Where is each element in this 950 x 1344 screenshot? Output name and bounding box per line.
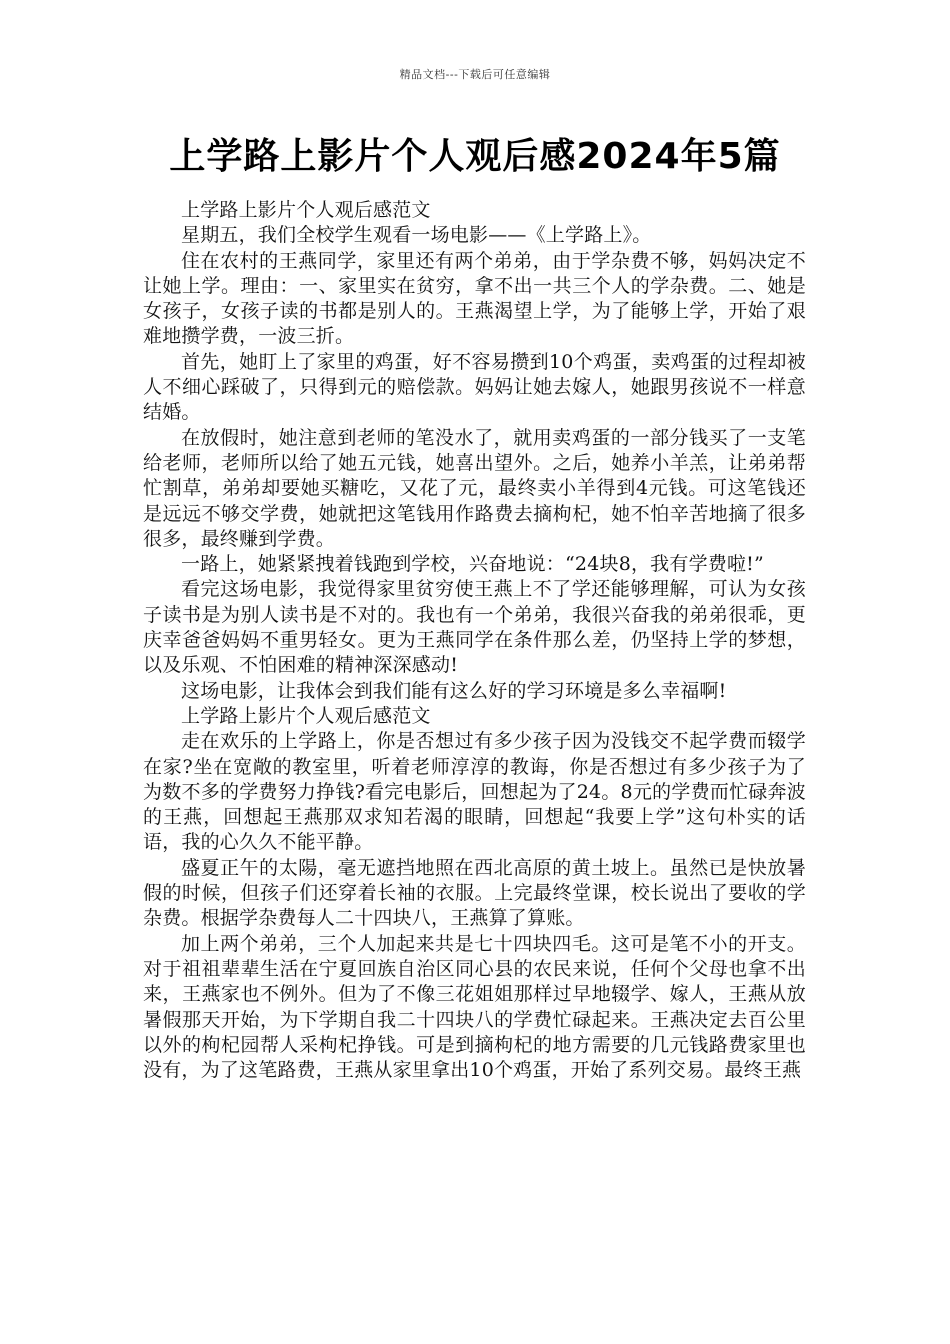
paragraph: 这场电影，让我体会到我们能有这么好的学习环境是多么幸福啊! <box>181 679 727 702</box>
paragraph: 住在农村的王燕同学，家里还有两个弟弟，由于学杂费不够，妈妈决定不让她上学。理由：一、家里实在贫穷，拿不出一共三个人的学杂费。二、她是女孩子，女孩子读的书都是别人的。王燕渴望上学，为了能够上学，开始了艰难地攒学费，一波三折。 <box>143 249 806 348</box>
paragraph: 一路上，她紧紧拽着钱跑到学校，兴奋地说：“24块8，我有学费啦!” <box>181 553 764 576</box>
paragraph: 在放假时，她注意到老师的笔没水了，就用卖鸡蛋的一部分钱买了一支笔给老师，老师所以给了她五元钱，她喜出望外。之后，她养小羊羔，让弟弟帮忙割草，弟弟却要她买糖吃，又花了元，最终卖小羊得到4元钱。可这笔钱还是远远不够交学费，她就把这笔钱用作路费去摘枸杞，她不怕辛苦地摘了很多很多，最终赚到学费。 <box>143 426 806 550</box>
paragraph: 上学路上影片个人观后感范文 <box>181 199 431 221</box>
paragraph: 首先，她盯上了家里的鸡蛋，好不容易攒到10个鸡蛋，卖鸡蛋的过程却被人不细心踩破了，只得到元的赔偿款。妈妈让她去嫁人，她跟男孩说不一样意结婚。 <box>143 350 806 424</box>
document-title: 上学路上影片个人观后感2024年5篇 <box>169 136 781 177</box>
paragraph: 星期五，我们全校学生观看一场电影——《上学路上》。 <box>181 224 652 247</box>
paragraph: 加上两个弟弟，三个人加起来共是七十四块四毛。这可是笔不小的开支。对于祖祖辈辈生活在宁夏回族自治区同心县的农民来说，任何个父母也拿不出来，王燕家也不例外。但为了不像三花姐姐那样过早地辍学、嫁人，王燕从放暑假那天开始，为下学期自我二十四块八的学费忙碌起来。王燕决定去百公里以外的枸杞园帮人采枸杞挣钱。可是到摘枸杞的地方需要的几元钱路费家里也没有，为了这笔路费，王燕从家里拿出10个鸡蛋，开始了系列交易。最终王燕 <box>143 932 806 1082</box>
paragraph: 走在欢乐的上学路上，你是否想过有多少孩子因为没钱交不起学费而辍学在家?坐在宽敞的教室里，听着老师淳淳的教诲，你是否想过有多少孩子为了为数不多的学费努力挣钱?看完电影后，回想起为了24。8元的学费而忙碌奔波的王燕，回想起王燕那双求知若渴的眼睛，回想起“我要上学”这句朴实的话语，我的心久久不能平静。 <box>143 730 806 854</box>
paragraph: 盛夏正午的太陽，毫无遮挡地照在西北高原的黄土坡上。虽然已是快放暑假的时候，但孩子们还穿着长袖的衣服。上完最终堂课，校长说出了要收的学杂费。根据学杂费每人二十四块八，王燕算了算账。 <box>143 856 806 930</box>
paragraph: 上学路上影片个人观后感范文 <box>181 704 431 727</box>
header-note: 精品文档---下载后可任意编辑 <box>399 68 551 81</box>
document-body <box>143 198 806 1083</box>
paragraph: 看完这场电影，我觉得家里贫穷使王燕上不了学还能够理解，可认为女孩子读书是为别人读书是不对的。我也有一个弟弟，我很兴奋我的弟弟很乖，更庆幸爸爸妈妈不重男轻女。更为王燕同学在条件那么差，仍坚持上学的梦想，以及乐观、不怕困难的精神深深感动! <box>143 578 806 677</box>
